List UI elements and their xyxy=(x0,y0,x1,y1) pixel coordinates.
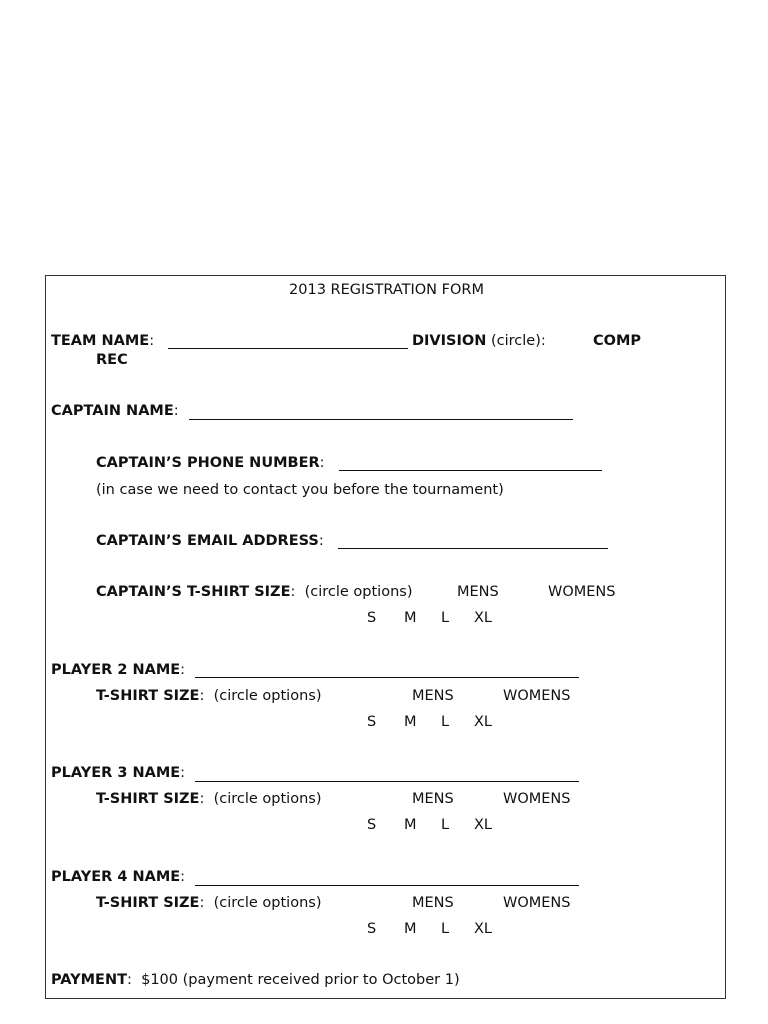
payment-row: PAYMENT: $100 (payment received prior to October 1) xyxy=(51,972,460,988)
team-name-row: TEAM NAME: xyxy=(51,333,155,349)
player3-size-s[interactable]: S xyxy=(367,817,377,833)
player4-name-field[interactable] xyxy=(195,885,579,886)
player3-name-label: PLAYER 3 NAME xyxy=(51,765,181,781)
team-name-field[interactable] xyxy=(168,348,408,349)
player4-gender-womens[interactable]: WOMENS xyxy=(503,895,571,911)
player4-size-m[interactable]: M xyxy=(404,921,417,937)
division-group xyxy=(412,332,546,350)
player3-name-field[interactable] xyxy=(195,781,579,782)
player3-gender-womens[interactable]: WOMENS xyxy=(503,791,571,807)
division-hint: (circle): xyxy=(490,333,546,349)
team-name-label: TEAM NAME xyxy=(51,333,150,349)
player3-tshirt-label: T-SHIRT SIZE xyxy=(96,791,200,807)
player2-gender-mens[interactable]: MENS xyxy=(412,688,454,704)
circle-options-hint: (circle options) xyxy=(304,584,413,600)
player2-size-l[interactable]: L xyxy=(441,714,450,730)
circle-options-hint: (circle options) xyxy=(213,791,322,807)
player3-tshirt-row: T-SHIRT SIZE: (circle options) xyxy=(96,791,322,807)
player3-size-m[interactable]: M xyxy=(404,817,417,833)
player4-gender-mens[interactable]: MENS xyxy=(412,895,454,911)
payment-text: $100 (payment received prior to October 1) xyxy=(141,972,460,988)
player2-tshirt-row: T-SHIRT SIZE: (circle options) xyxy=(96,688,322,704)
player2-name-field[interactable] xyxy=(195,677,579,678)
captain-email-label: CAPTAIN’S EMAIL ADDRESS xyxy=(96,533,319,549)
player4-tshirt-label: T-SHIRT SIZE xyxy=(96,895,200,911)
captain-phone-field[interactable] xyxy=(339,470,602,471)
player4-name-row: PLAYER 4 NAME: xyxy=(51,869,186,885)
player2-name-row: PLAYER 2 NAME: xyxy=(51,662,186,678)
player4-tshirt-row: T-SHIRT SIZE: (circle options) xyxy=(96,895,322,911)
captain-email-field[interactable] xyxy=(338,548,608,549)
payment-label: PAYMENT xyxy=(51,972,127,988)
player2-name-label: PLAYER 2 NAME xyxy=(51,662,181,678)
player3-name-row: PLAYER 3 NAME: xyxy=(51,765,186,781)
division-label: DIVISION xyxy=(412,333,487,349)
division-option-comp[interactable]: COMP xyxy=(593,333,642,349)
player2-gender-womens[interactable]: WOMENS xyxy=(503,688,571,704)
captain-phone-note: (in case we need to contact you before the tournament) xyxy=(96,482,504,498)
player3-size-xl[interactable]: XL xyxy=(474,817,493,833)
captain-tshirt-label: CAPTAIN’S T-SHIRT SIZE xyxy=(96,584,291,600)
form-title: 2013 REGISTRATION FORM xyxy=(289,282,484,298)
player4-name-label: PLAYER 4 NAME xyxy=(51,869,181,885)
captain-phone-row: CAPTAIN’S PHONE NUMBER: xyxy=(96,455,325,471)
player2-size-m[interactable]: M xyxy=(404,714,417,730)
player4-size-l[interactable]: L xyxy=(441,921,450,937)
captain-name-label: CAPTAIN NAME xyxy=(51,403,174,419)
captain-phone-label: CAPTAIN’S PHONE NUMBER xyxy=(96,455,320,471)
player2-size-s[interactable]: S xyxy=(367,714,377,730)
captain-size-xl[interactable]: XL xyxy=(474,610,493,626)
captain-gender-mens[interactable]: MENS xyxy=(457,584,499,600)
player3-gender-mens[interactable]: MENS xyxy=(412,791,454,807)
captain-tshirt-row: CAPTAIN’S T-SHIRT SIZE: (circle options) xyxy=(96,584,413,600)
circle-options-hint: (circle options) xyxy=(213,895,322,911)
player3-size-l[interactable]: L xyxy=(441,817,450,833)
captain-email-row: CAPTAIN’S EMAIL ADDRESS: xyxy=(96,533,324,549)
player2-tshirt-label: T-SHIRT SIZE xyxy=(96,688,200,704)
captain-size-l[interactable]: L xyxy=(441,610,450,626)
player2-size-xl[interactable]: XL xyxy=(474,714,493,730)
player4-size-s[interactable]: S xyxy=(367,921,377,937)
player4-size-xl[interactable]: XL xyxy=(474,921,493,937)
captain-size-s[interactable]: S xyxy=(367,610,377,626)
captain-name-row: CAPTAIN NAME: xyxy=(51,403,179,419)
division-option-rec[interactable]: REC xyxy=(96,352,128,368)
captain-size-m[interactable]: M xyxy=(404,610,417,626)
captain-gender-womens[interactable]: WOMENS xyxy=(548,584,616,600)
captain-name-field[interactable] xyxy=(189,419,573,420)
circle-options-hint: (circle options) xyxy=(213,688,322,704)
registration-form xyxy=(45,275,726,999)
